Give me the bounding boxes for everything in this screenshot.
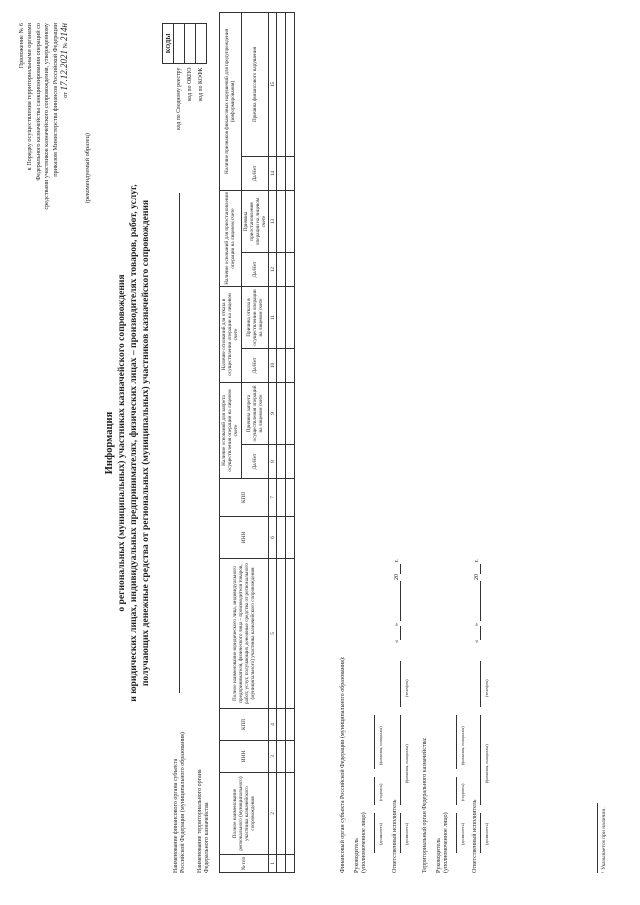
table-row — [277, 12, 286, 872]
year-line[interactable] — [480, 564, 481, 574]
name-line[interactable] — [400, 715, 401, 805]
column-number: 3 — [269, 741, 277, 773]
territorial-head-label — [436, 812, 450, 873]
number-prefix: № — [62, 42, 70, 49]
code-value[interactable] — [174, 24, 185, 64]
phone-line[interactable] — [400, 661, 401, 707]
column-number: 4 — [269, 709, 277, 741]
col-recipient-name-header: Полное наименование юридического лица, индивидуального предпринимателя, физического лица – производителя товаров, работ, услуг, получающих денежные средства от регионального (муниципального) участника казначейского сопровождения — [220, 559, 269, 709]
document-title: Информация — [104, 411, 115, 475]
column-number: 10 — [269, 349, 277, 383]
codes-table — [162, 23, 207, 173]
column-number: 7 — [269, 479, 277, 517]
appendix-block — [18, 23, 70, 353]
sub-reason-refuse: Причина отказа в осуществлении операции на лицевом счете — [241, 287, 269, 349]
col-recipient-inn-header: ИНН — [220, 517, 269, 559]
day-line[interactable] — [400, 626, 401, 640]
sub-reason-violation: Причина финансового нарушения — [241, 12, 269, 156]
head-label: Руководитель — [436, 838, 442, 873]
table-cell[interactable] — [286, 855, 295, 873]
appendix-line: приказом Министерства финансов Российской Федерации — [51, 23, 59, 177]
table-cell[interactable] — [277, 855, 286, 873]
quote-close: » — [474, 623, 480, 626]
col-suspend-header: Наличие оснований для приостановления операции на лицевом счете — [220, 190, 242, 286]
subtitle-line: получающих денежные средства от региональных (муниципальных) участников казначейского сопровождения — [139, 199, 151, 687]
table-cell[interactable] — [277, 349, 286, 383]
code-value[interactable] — [196, 24, 207, 64]
table-cell[interactable] — [286, 773, 295, 855]
col-number-header: № п/п — [220, 855, 269, 873]
appendix-order-number: 214н — [59, 23, 70, 41]
column-number: 12 — [269, 253, 277, 287]
year-prefix: 20 — [474, 574, 480, 580]
sub-reason-suspend: Причина приостановления операции на лицевом счете — [241, 190, 269, 252]
appendix-date: 17.12.2021 — [59, 49, 70, 91]
table-cell[interactable] — [286, 445, 295, 479]
appendix-line: Федерального казначейства санкционирования операций со — [34, 23, 42, 181]
table-cell[interactable] — [286, 349, 295, 383]
territorial-date — [474, 559, 481, 643]
table-row — [286, 12, 295, 872]
col-participant-kpp-header: КПП — [220, 709, 269, 741]
position-line[interactable] — [400, 813, 401, 853]
table-cell[interactable] — [277, 253, 286, 287]
column-number: 6 — [269, 517, 277, 559]
table-cell[interactable] — [277, 709, 286, 741]
year-prefix: 20 — [394, 574, 400, 580]
finorgan-date — [394, 559, 401, 643]
year-suffix: г. — [394, 559, 400, 563]
head-label: Руководитель — [354, 838, 360, 873]
table-cell[interactable] — [277, 741, 286, 773]
year-line[interactable] — [400, 564, 401, 574]
column-number: 15 — [269, 12, 277, 156]
col-refuse-header: Наличие оснований для отказа в осуществлении операции на лицевом счете — [220, 287, 242, 383]
position-line[interactable] — [456, 813, 457, 853]
table-cell[interactable] — [277, 559, 286, 709]
footnote: ¹ Указывается при наличии. — [601, 807, 607, 873]
column-number: 11 — [269, 287, 277, 349]
table-cell[interactable] — [286, 479, 295, 517]
finorgan-executor-label: Ответственный исполнитель — [392, 799, 398, 873]
table-cell[interactable] — [286, 12, 295, 156]
column-number: 2 — [269, 773, 277, 855]
table-cell[interactable] — [286, 383, 295, 445]
finorgan-label-line: Наименование финансового органа субъекта — [173, 758, 179, 873]
position-caption: (должность) — [378, 823, 383, 845]
code-value[interactable] — [185, 24, 196, 64]
name-line[interactable] — [480, 715, 481, 805]
table-cell[interactable] — [277, 445, 286, 479]
year-suffix: г. — [474, 559, 480, 563]
finorgan-label — [173, 732, 187, 873]
phone-line[interactable] — [480, 661, 481, 707]
position-line[interactable] — [374, 813, 375, 853]
signature-caption: (подпись) — [460, 783, 465, 801]
position-line[interactable] — [480, 813, 481, 853]
sub-yes-no: Да/Нет — [241, 253, 269, 287]
table-cell[interactable] — [277, 773, 286, 855]
name-caption: (фамилия, инициалы) — [378, 726, 383, 765]
sub-yes-no: Да/Нет — [241, 445, 269, 479]
position-caption: (должность) — [404, 823, 409, 845]
month-line[interactable] — [480, 582, 481, 622]
quote-open: « — [394, 640, 400, 643]
head-sub-label: (уполномоченное лицо) — [361, 812, 367, 873]
table-cell[interactable] — [286, 709, 295, 741]
head-sub-label: (уполномоченное лицо) — [443, 812, 449, 873]
finorgan-head-label — [354, 812, 368, 873]
territorial-signature-heading: Территориальный орган Федерального казначейства: — [422, 737, 428, 873]
name-caption: (фамилия, инициалы) — [404, 744, 409, 783]
sub-yes-no: Да/Нет — [241, 156, 269, 190]
codes-header: КОДЫ — [163, 24, 174, 64]
territorial-label — [197, 769, 211, 873]
rotated-landscape-sheet — [12, 13, 632, 893]
column-number: 1 — [269, 855, 277, 873]
day-line[interactable] — [480, 626, 481, 640]
appendix-date-line — [60, 23, 70, 353]
signature-caption: (подпись) — [378, 783, 383, 801]
finorgan-label-line: Российской Федерации (муниципального образования) — [180, 732, 186, 873]
appendix-line: к Порядку осуществления территориальными органами — [26, 23, 34, 171]
sub-reason-ban: Причина запрета осуществления операций на лицевом счете — [241, 383, 269, 445]
table-cell[interactable] — [277, 190, 286, 252]
col-violation-header: Наличие признаков финансовых нарушений для предупреждения (информирования) — [220, 12, 242, 190]
column-number: 14 — [269, 156, 277, 190]
table-cell[interactable] — [277, 517, 286, 559]
sample-note: (рекомендуемый образец) — [84, 133, 91, 204]
month-line[interactable] — [400, 582, 401, 622]
document-subtitle — [116, 33, 151, 853]
code-label: код по ОКПО — [187, 67, 193, 102]
finorgan-field-line[interactable] — [179, 193, 180, 693]
phone-caption: (телефон) — [404, 679, 409, 697]
col-ban-header: Наличие оснований для запрета осуществления операции на лицевом счете — [220, 383, 242, 479]
col-recipient-kpp-header: КПП — [220, 479, 269, 517]
name-caption: (фамилия, инициалы) — [484, 744, 489, 783]
name-line[interactable] — [456, 715, 457, 769]
main-table — [219, 12, 295, 873]
quote-open: « — [474, 640, 480, 643]
column-number: 5 — [269, 559, 277, 709]
table-cell[interactable] — [286, 156, 295, 190]
table-cell[interactable] — [286, 517, 295, 559]
quote-close: » — [394, 623, 400, 626]
table-cell[interactable] — [277, 156, 286, 190]
signature-line[interactable] — [374, 777, 375, 805]
sub-yes-no: Да/Нет — [241, 349, 269, 383]
footnote-divider — [597, 803, 598, 873]
position-caption: (должность) — [460, 823, 465, 845]
name-caption: (фамилия, инициалы) — [460, 726, 465, 765]
table-cell[interactable] — [286, 741, 295, 773]
table-cell[interactable] — [286, 559, 295, 709]
phone-caption: (телефон) — [484, 679, 489, 697]
code-label: код по КОФК — [198, 67, 204, 102]
appendix-line: средствами участников казначейского сопровождения, утвержденному — [43, 23, 51, 210]
table-cell[interactable] — [277, 287, 286, 349]
territorial-label-line: Федерального казначейства — [204, 802, 210, 873]
position-caption: (должность) — [484, 823, 489, 845]
table-cell[interactable] — [286, 287, 295, 349]
subtitle-line: и юридических лицах, индивидуальных предпринимателях, физических лицах – производителях товаров, работ, услуг, — [127, 184, 139, 702]
col-participant-inn-header: ИНН — [220, 741, 269, 773]
table-cell[interactable] — [286, 190, 295, 252]
table-cell[interactable] — [277, 12, 286, 156]
finorgan-signature-heading: Финансовый орган субъекта Российской Федерации (муниципального образования): — [340, 656, 346, 873]
table-cell[interactable] — [277, 479, 286, 517]
table-cell[interactable] — [286, 253, 295, 287]
column-number: 9 — [269, 383, 277, 445]
column-number: 8 — [269, 445, 277, 479]
name-line[interactable] — [374, 715, 375, 769]
territorial-executor-label: Ответственный исполнитель — [472, 799, 478, 873]
column-number: 13 — [269, 190, 277, 252]
table-cell[interactable] — [277, 383, 286, 445]
appendix-number: Приложение № 6 — [18, 23, 25, 69]
signature-line[interactable] — [456, 777, 457, 805]
subtitle-line: о региональных (муниципальных) участниках казначейского сопровождения — [116, 274, 127, 612]
code-label: код по Сводному реестру — [176, 67, 182, 130]
territorial-label-line: Наименование территориального органа — [197, 769, 203, 873]
col-participant-name-header: Полное наименование регионального (муниципального) участника казначейского сопровождения — [220, 773, 269, 855]
date-prefix: от — [62, 92, 70, 98]
